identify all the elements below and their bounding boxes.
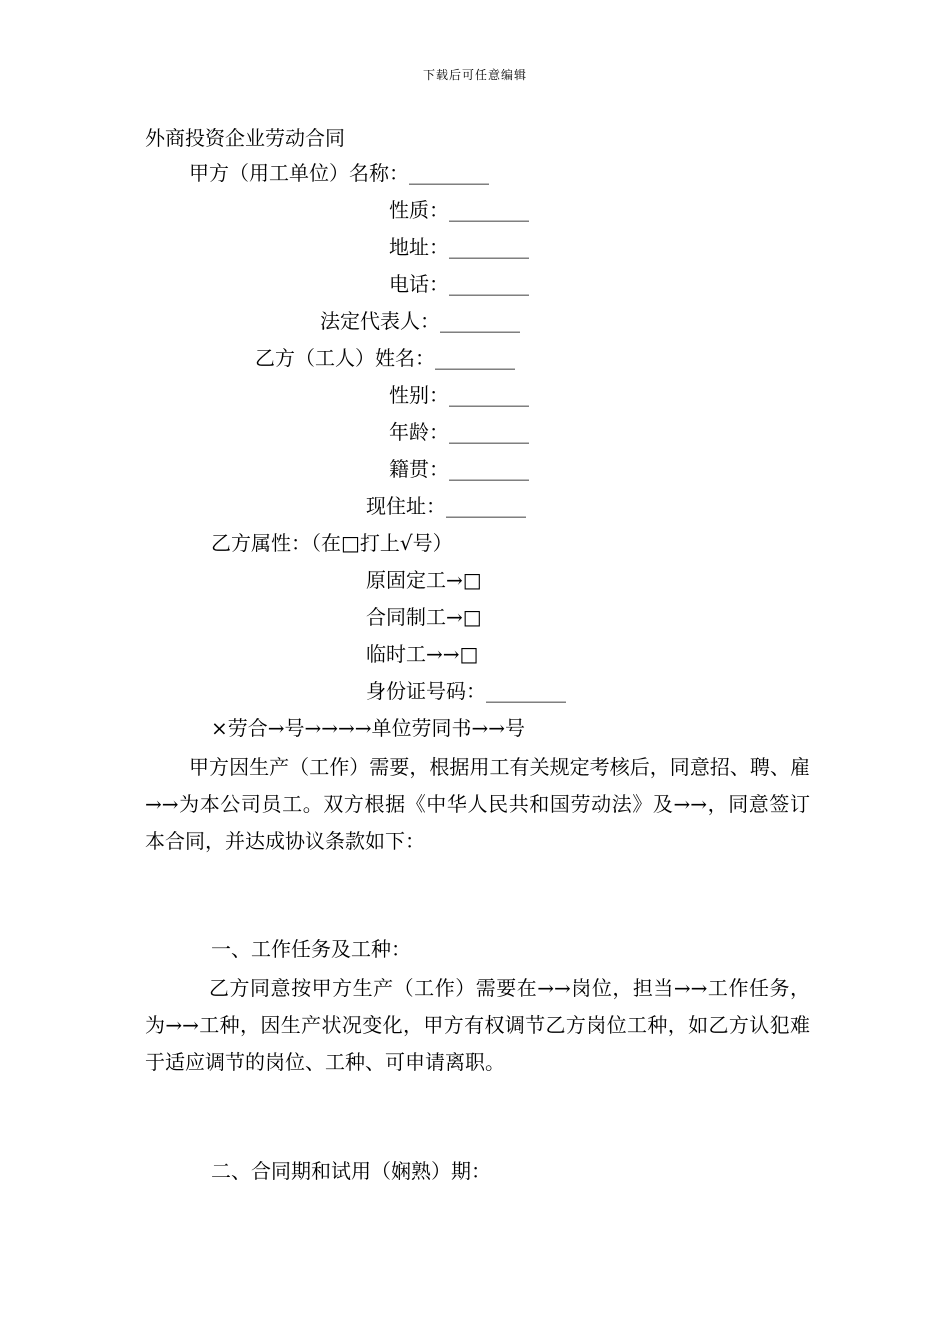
section-1-body: 乙方同意按甲方生产（工作）需要在→→岗位，担当→→工作任务，为→→工种，因生产状况变化，甲方有权调节乙方岗位工种，如乙方认犯难于适应调节的岗位、工种、可申请离职。 bbox=[145, 976, 810, 1074]
party-a-address-field: 地址：________ bbox=[389, 235, 529, 259]
id-number-field: 身份证号码：________ bbox=[366, 679, 566, 703]
party-a-phone-field: 电话：________ bbox=[389, 272, 529, 296]
page-header-note: 下载后可任意编辑 bbox=[422, 68, 527, 82]
party-b-residence-field: 现住址：________ bbox=[366, 494, 526, 518]
attribute-option-fixed: 原固定工→□ bbox=[366, 568, 482, 592]
attribute-option-contract: 合同制工→□ bbox=[366, 605, 482, 629]
party-a-name-field: 甲方（用工单位）名称：________ bbox=[189, 161, 489, 185]
party-b-attribute-label: 乙方属性：（在□打上√号） bbox=[211, 531, 453, 555]
intro-paragraph: 甲方因生产（工作）需要，根据用工有关规定考核后，同意招、聘、雇→→为本公司员工。双方根据《中华人民共和国劳动法》及→→，同意签订本合同，并达成协议条款如下： bbox=[145, 755, 810, 853]
party-a-legal-rep-field: 法定代表人：________ bbox=[320, 309, 520, 333]
document-title: 外商投资企业劳动合同 bbox=[145, 126, 345, 150]
section-2-heading: 二、合同期和试用（娴熟）期： bbox=[211, 1159, 491, 1183]
party-b-gender-field: 性别：________ bbox=[389, 383, 529, 407]
section-1-heading: 一、工作任务及工种： bbox=[211, 937, 411, 961]
attribute-option-temporary: 临时工→→□ bbox=[366, 642, 479, 666]
party-b-hometown-field: 籍贯：________ bbox=[389, 457, 529, 481]
party-a-nature-field: 性质：________ bbox=[389, 198, 529, 222]
party-b-name-field: 乙方（工人）姓名：________ bbox=[255, 346, 515, 370]
party-b-age-field: 年龄：________ bbox=[389, 420, 529, 444]
contract-number-line: ×劳合→号→→→→单位劳同书→→号 bbox=[211, 716, 526, 740]
